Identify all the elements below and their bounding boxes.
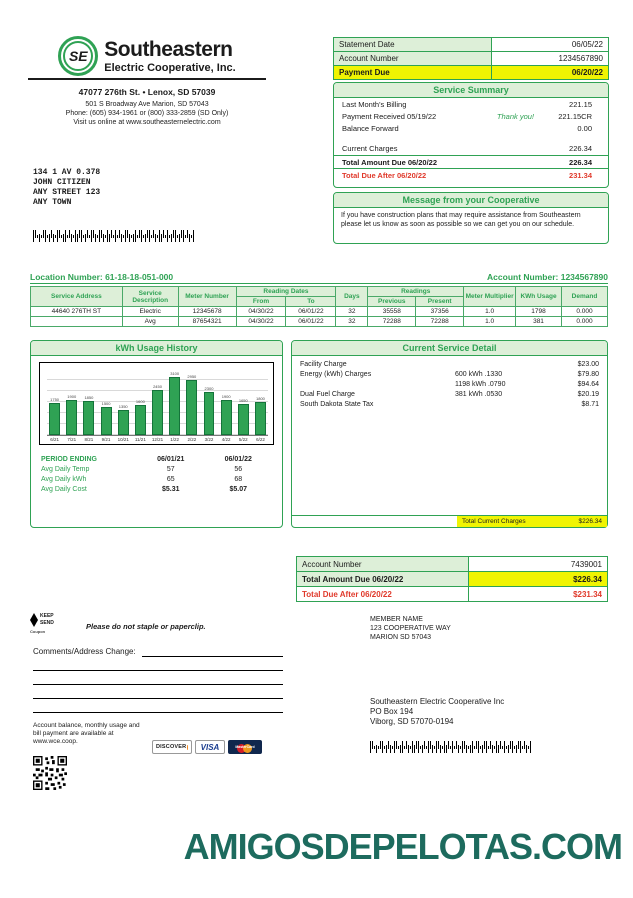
discover-orange-dot-icon	[187, 745, 188, 750]
keep-send-marker	[30, 613, 54, 635]
current-charges-row: Current Charges 226.34	[342, 143, 592, 153]
message-body: If you have construction plans that may require assistance from Southeastern please let us know as soon as possible so we can get you on our schedule.	[341, 212, 581, 228]
total-current-charges-bar	[292, 515, 607, 527]
account-number-row	[334, 52, 608, 66]
mailing-line: ANY STREET 123	[33, 188, 101, 197]
remit-account-row: Account Number 7439001	[297, 557, 607, 572]
write-in-line[interactable]	[33, 698, 283, 699]
account-info-note: Account balance, monthly usage and bill payment are available at www.wce.coop.	[33, 722, 140, 745]
keep-line: KEEP	[30, 613, 54, 620]
comments-label: Comments/Address Change:	[33, 647, 136, 656]
meter-readings-table	[30, 286, 608, 327]
write-in-line[interactable]	[33, 712, 283, 713]
mailing-line: 134 1 AV 0.378	[33, 168, 101, 177]
stats-row-cost: Avg Daily Cost $5.31 $5.07	[41, 485, 248, 493]
qr-code	[33, 756, 67, 790]
kwh-chart-plot: 1750 1900 1850 1500 1350 1600 2450 3100 2950 2300 1900 1650 1800	[47, 370, 268, 436]
watermark-text: AMIGOSDEPELOTAS.COM	[183, 826, 622, 867]
charge-row: South Dakota State Tax $8.71	[300, 400, 599, 408]
charge-row: Facility Charge $23.00	[300, 360, 599, 368]
remit-to-address: Southeastern Electric Cooperative Inc PO Box 194 Viborg, SD 57070-0194	[370, 697, 505, 726]
remit-postal-barcode	[370, 741, 562, 753]
arrow-down-icon	[30, 620, 38, 627]
green-divider	[30, 283, 608, 284]
charge-row: Dual Fuel Charge 381 kWh .0530 $20.19	[300, 390, 599, 398]
usage-stats-table	[41, 454, 272, 494]
mailing-address	[33, 168, 100, 208]
payment-due-row	[334, 66, 608, 79]
statement-summary-box	[333, 37, 609, 80]
total-due-row: Total Amount Due 06/20/22 226.34	[334, 155, 608, 168]
company-street: 47077 276th St. • Lenox, SD 57039	[78, 87, 216, 97]
discover-logo: DISCOVER	[152, 740, 192, 754]
service-summary-title: Service Summary	[334, 83, 608, 98]
payment-card-logos	[152, 740, 262, 754]
kwh-usage-history-box	[30, 340, 283, 528]
mailing-line: ANY TOWN	[33, 198, 72, 207]
summary-spacer	[334, 134, 608, 142]
location-account-line	[30, 272, 608, 282]
stats-row-kwh: Avg Daily kWh 65 68	[41, 475, 243, 483]
write-in-line[interactable]	[142, 656, 283, 657]
thank-you-note: Thank you!	[496, 111, 534, 121]
service-detail-rows	[292, 356, 607, 409]
payment-due-value: 06/20/22	[571, 68, 603, 77]
meter-row: Avg 87654321 04/30/22 06/01/22 32 72288 72288 1.0 381 0.000	[31, 317, 608, 327]
service-detail-title: Current Service Detail	[292, 341, 607, 356]
stats-row-temp: Avg Daily Temp 57 56	[41, 465, 243, 473]
account-number-label: Account Number	[334, 52, 492, 65]
balance-forward-row: Balance Forward 0.00	[342, 123, 592, 133]
company-logo	[28, 36, 266, 80]
kwh-usage-chart	[39, 362, 274, 445]
remit-total-due-row: Total Amount Due 06/20/22 $226.34	[297, 572, 607, 587]
visa-logo: VISA	[195, 740, 225, 754]
company-name: Southeastern	[104, 38, 233, 61]
company-name-block	[104, 38, 235, 74]
statement-date-value: 06/05/22	[571, 40, 603, 49]
account-number-line: Account Number: 1234567890	[487, 272, 608, 282]
account-number-value: 1234567890	[558, 54, 603, 63]
member-address: MEMBER NAME 123 COOPERATIVE WAY MARION SD 57043	[370, 616, 451, 641]
remit-total-after-row: Total Due After 06/20/22 $231.34	[297, 587, 607, 601]
meter-row: 44640 276TH ST Electric 12345678 04/30/22 06/01/22 32 35558 37356 1.0 1798 0.000	[31, 307, 608, 317]
meter-header-row: Service Address Service Description Meter Number Reading Dates Days Readings Meter Multiplier KWh Usage Demand	[31, 287, 608, 297]
stats-header-row: PERIOD ENDING 06/01/21 06/01/22	[41, 455, 252, 463]
payment-received-row: Payment Received 05/19/22 Thank you! 221.15CR	[342, 111, 592, 121]
company-subtitle: Electric Cooperative, Inc.	[104, 62, 236, 74]
company-header	[28, 36, 266, 127]
service-summary-box	[333, 82, 609, 188]
cooperative-message-box	[333, 192, 609, 244]
write-in-line[interactable]	[33, 684, 283, 685]
location-number: Location Number: 61-18-18-051-000	[30, 272, 174, 282]
meter-subheader-row: From To Previous Present	[31, 297, 608, 307]
arrow-up-icon	[30, 613, 38, 620]
se-logo-icon: SE	[58, 36, 98, 76]
coupon-label: Coupon	[30, 629, 46, 634]
charge-row: Energy (kWh) Charges 600 kWh .1330 $79.80	[300, 370, 599, 378]
postal-barcode	[33, 230, 245, 242]
kwh-chart-labels: 6/21 7/21 8/21 9/21 10/21 11/21 12/21 1/22 2/22 3/22 4/22 5/22 6/22	[50, 437, 265, 442]
mailing-line: JOHN CITIZEN	[33, 178, 91, 187]
charge-row: 1198 kWh .0790 $94.64	[455, 380, 599, 388]
mastercard-logo: MasterCard	[228, 740, 262, 754]
company-web-line: Visit us online at www.southeasternelectric.com	[73, 119, 221, 126]
payment-due-label: Payment Due	[334, 66, 492, 79]
company-phone-line: Phone: (605) 934-1961 or (800) 333-2859 (SD Only)	[65, 110, 229, 117]
total-current-charges-strip: Total Current Charges $226.34	[457, 516, 607, 527]
send-line: SEND	[30, 620, 54, 627]
write-in-line[interactable]	[33, 670, 283, 671]
current-service-detail-box	[291, 340, 608, 528]
company-office-line: 501 S Broadway Ave Marion, SD 57043	[85, 101, 209, 108]
remittance-summary-box	[296, 556, 608, 602]
company-contact	[28, 100, 266, 127]
statement-date-label: Statement Date	[334, 38, 492, 51]
statement-date-row	[334, 38, 608, 52]
staple-note: Please do not staple or paperclip.	[86, 622, 206, 631]
usage-history-title: kWh Usage History	[31, 341, 282, 356]
message-title: Message from your Cooperative	[334, 193, 608, 208]
total-after-row: Total Due After 06/20/22 231.34	[334, 168, 608, 181]
last-month-row: Last Month's Billing 221.15	[342, 99, 592, 109]
